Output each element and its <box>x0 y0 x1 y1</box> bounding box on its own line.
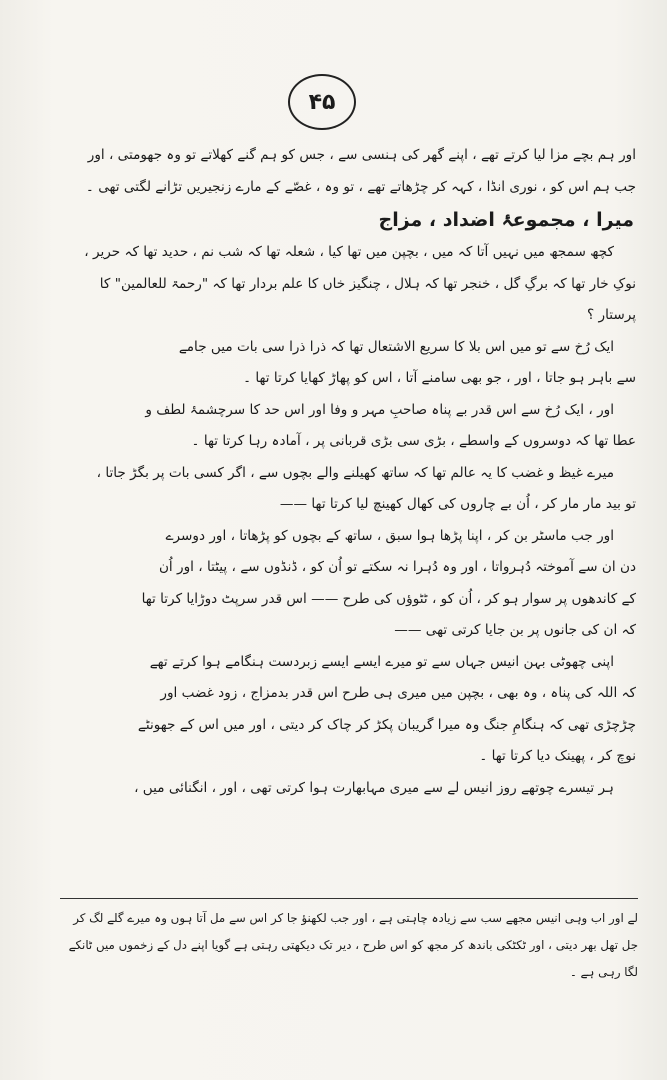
text-line: میرے غیظ و غضب کا یہ عالم تھا کہ ساتھ کھیلنے والے بچوں سے ، اگر کسی بات پر بگڑ جاتا ، <box>96 464 614 481</box>
section-heading: میرا ، مجموعۂ اضداد ، مزاج <box>378 209 634 231</box>
page-number: ۴۵ <box>288 74 356 130</box>
text-line: نوکِ خار تھا کہ برگِ گل ، خنجر تھا کہ ہلال ، چنگیز خاں کا علم بردار تھا کہ "رحمۃ للعالمین" کا <box>99 275 636 292</box>
footnote <box>60 905 638 986</box>
footnote-divider <box>60 898 638 899</box>
text-line: چڑچڑی تھی کہ ہنگامِ جنگ وہ میرا گریبان پکڑ کر چاک کر دیتی ، اور میں اس کے جھونٹے <box>137 716 636 733</box>
footnote-line: لگا رہی ہے ۔ <box>569 965 638 979</box>
text-line: ہر تیسرے چوتھے روز انیس لے سے میری مہابھارت ہوا کرتی تھی ، اور ، انگنائی میں ، <box>134 779 614 796</box>
text-line: اور ہم بچے مزا لیا کرتے تھے ، اپنے گھر کی ہنسی سے ، جس کو ہم گنے کھلاتے تو وہ جھومتی ، اور <box>87 147 636 163</box>
text-line: اور جب ماسٹر بن کر ، اپنا پڑھا ہوا سبق ، ساتھ کے بچوں کو پڑھاتا ، اور دوسرے <box>165 527 614 544</box>
text-line: کے کاندھوں پر سوار ہو کر ، اُن کو ، ٹٹوؤں کی طرح —— اس قدر سرپٹ دوڑایا کرتا تھا <box>141 590 636 607</box>
text-line: اپنی چھوٹی بہن انیس جہاں سے تو میرے ایسے ایسے زبردست ہنگامے ہوا کرتے تھے <box>149 653 614 670</box>
text-line: کچھ سمجھ میں نہیں آتا کہ میں ، بچپن میں تھا کیا ، شعلہ تھا کہ شب نم ، حدید تھا کہ حریر ، <box>84 244 614 260</box>
body-text <box>58 140 636 804</box>
text-line: دن ان سے آموختہ دُہرواتا ، اور وہ دُہرا نہ سکتے تو اُن کو ، ڈنڈوں سے ، پیٹتا ، اور اُن <box>158 559 636 575</box>
text-line: سے باہر ہو جاتا ، اور ، جو بھی سامنے آتا ، اس کو پھاڑ کھایا کرتا تھا ۔ <box>243 370 636 386</box>
text-line: اور ، ایک رُخ سے اس قدر بے پناہ صاحبِ مہر و وفا اور اس حد کا سرچشمۂ لطف و <box>145 401 614 418</box>
text-line: تو بید مار مار کر ، اُن بے چاروں کی کھال کھینچ لیا کرتا تھا —— <box>279 496 636 512</box>
text-line: پرستار ؟ <box>586 307 636 323</box>
text-line: عطا تھا کہ دوسروں کے واسطے ، بڑی سی بڑی قربانی پر ، آمادہ رہا کرتا تھا ۔ <box>191 433 636 449</box>
text-line: کہ اللہ کی پناہ ، وہ بھی ، بچپن میں میری ہی طرح اس قدر بدمزاج ، زود غضب اور <box>160 685 636 701</box>
text-line: کہ ان کی جانوں پر بن جایا کرتی تھی —— <box>394 622 636 638</box>
text-line: جب ہم اس کو ، نوری انڈا ، کہہ کر چڑھاتے تھے ، تو وہ ، غصّے کے مارے زنجیریں تڑانے لگتی تھی ۔ <box>85 178 636 195</box>
text-line: نوچ کر ، پھینک دیا کرتا تھا ۔ <box>479 748 636 764</box>
footnote-line: لے اور اب وہی انیس مجھے سب سے زیادہ چاہتی ہے ، اور جب لکھنؤ جا کر اس سے مل آتا ہوں وہ میرے گلے لگ کر <box>73 911 638 925</box>
text-line: ایک رُخ سے تو میں اس بلا کا سریع الاشتعال تھا کہ ذرا ذرا سی بات میں جامے <box>178 338 614 355</box>
footnote-line: جل تھل بھر دیتی ، اور ٹکٹکی باندھ کر مجھ کو اس طرح ، دیر تک دیکھتی رہتی ہے گویا اپنے دل کے زخموں میں ٹانکے <box>68 938 638 952</box>
